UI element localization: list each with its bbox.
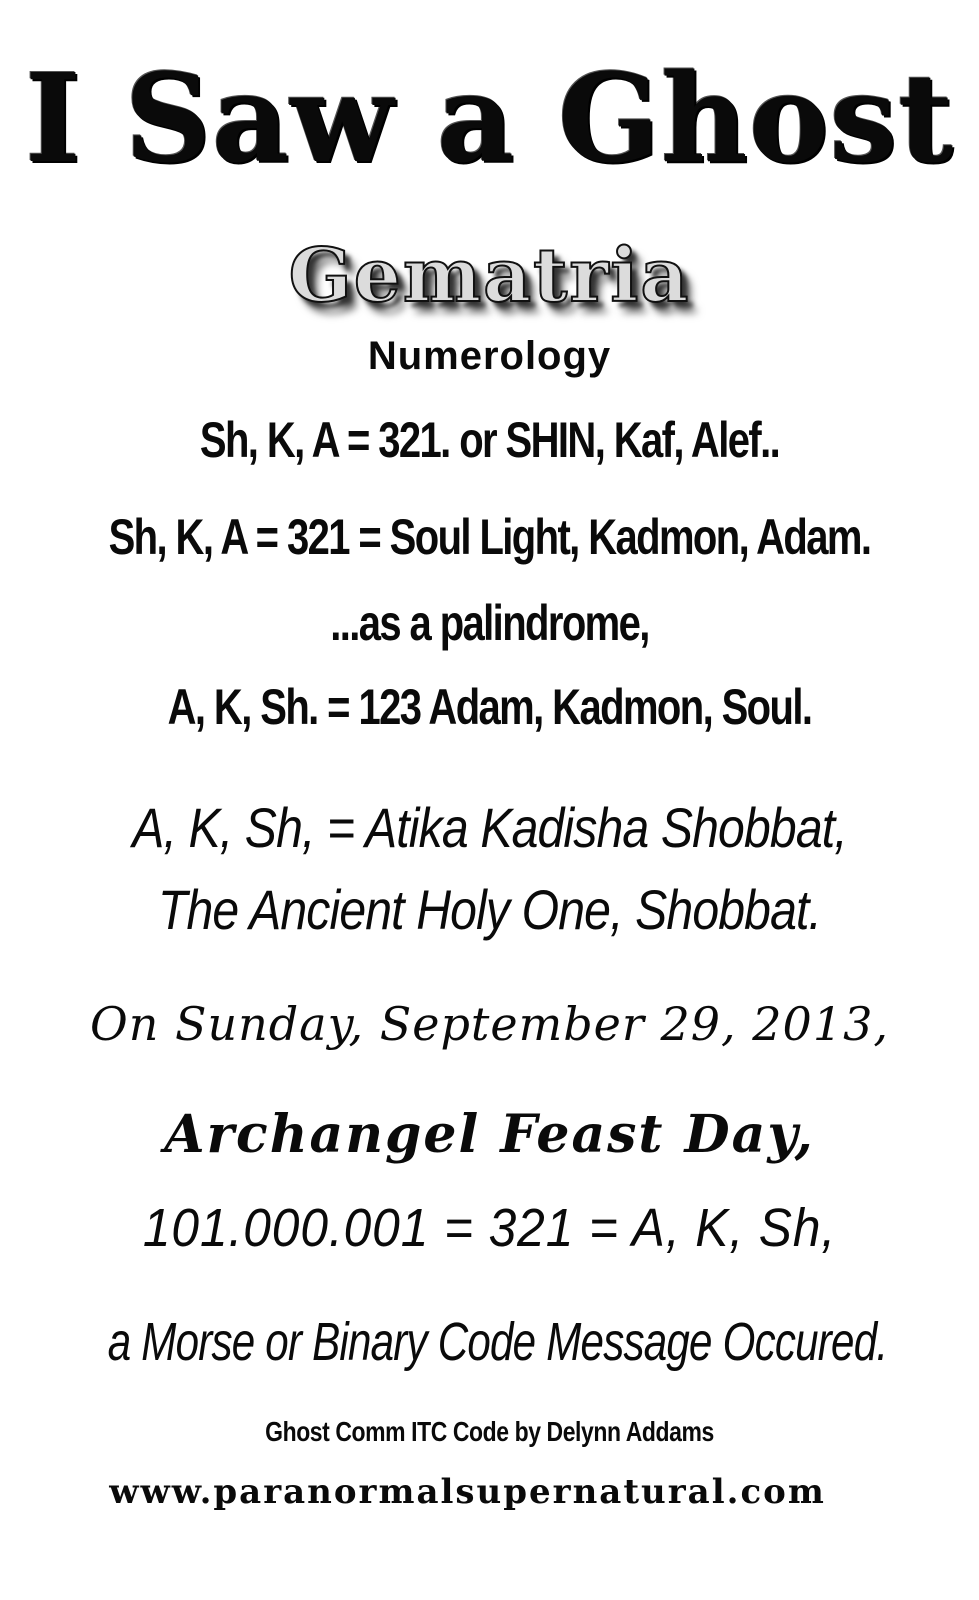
text-line-2: Sh, K, A = 321 = Soul Light, Kadmon, Adam. xyxy=(108,509,871,565)
text-line-5: A, K, Sh, = Atika Kadisha Shobbat, xyxy=(132,796,847,859)
text-line-9: 101.000.001 = 321 = A, K, Sh, xyxy=(142,1198,837,1258)
website-url: www.paranormalsupernatural.com xyxy=(109,1472,826,1512)
text-line-8: Archangel Feast Day, xyxy=(164,1104,815,1165)
numerology-label: Numerology xyxy=(367,334,612,378)
poster-title: I Saw a Ghost xyxy=(24,46,955,190)
text-line-1: Sh, K, A = 321. or SHIN, Kaf, Alef.. xyxy=(199,412,780,468)
text-line-7: On Sunday, September 29, 2013, xyxy=(90,997,889,1051)
gematria-heading: Gematria xyxy=(288,233,691,319)
author-credit: Ghost Comm ITC Code by Delynn Addams xyxy=(265,1416,714,1447)
text-line-4: A, K, Sh. = 123 Adam, Kadmon, Soul. xyxy=(167,679,812,735)
text-line-6: The Ancient Holy One, Shobbat. xyxy=(157,878,822,941)
text-line-10: a Morse or Binary Code Message Occured. xyxy=(107,1312,888,1372)
text-line-3: ...as a palindrome, xyxy=(330,595,649,651)
